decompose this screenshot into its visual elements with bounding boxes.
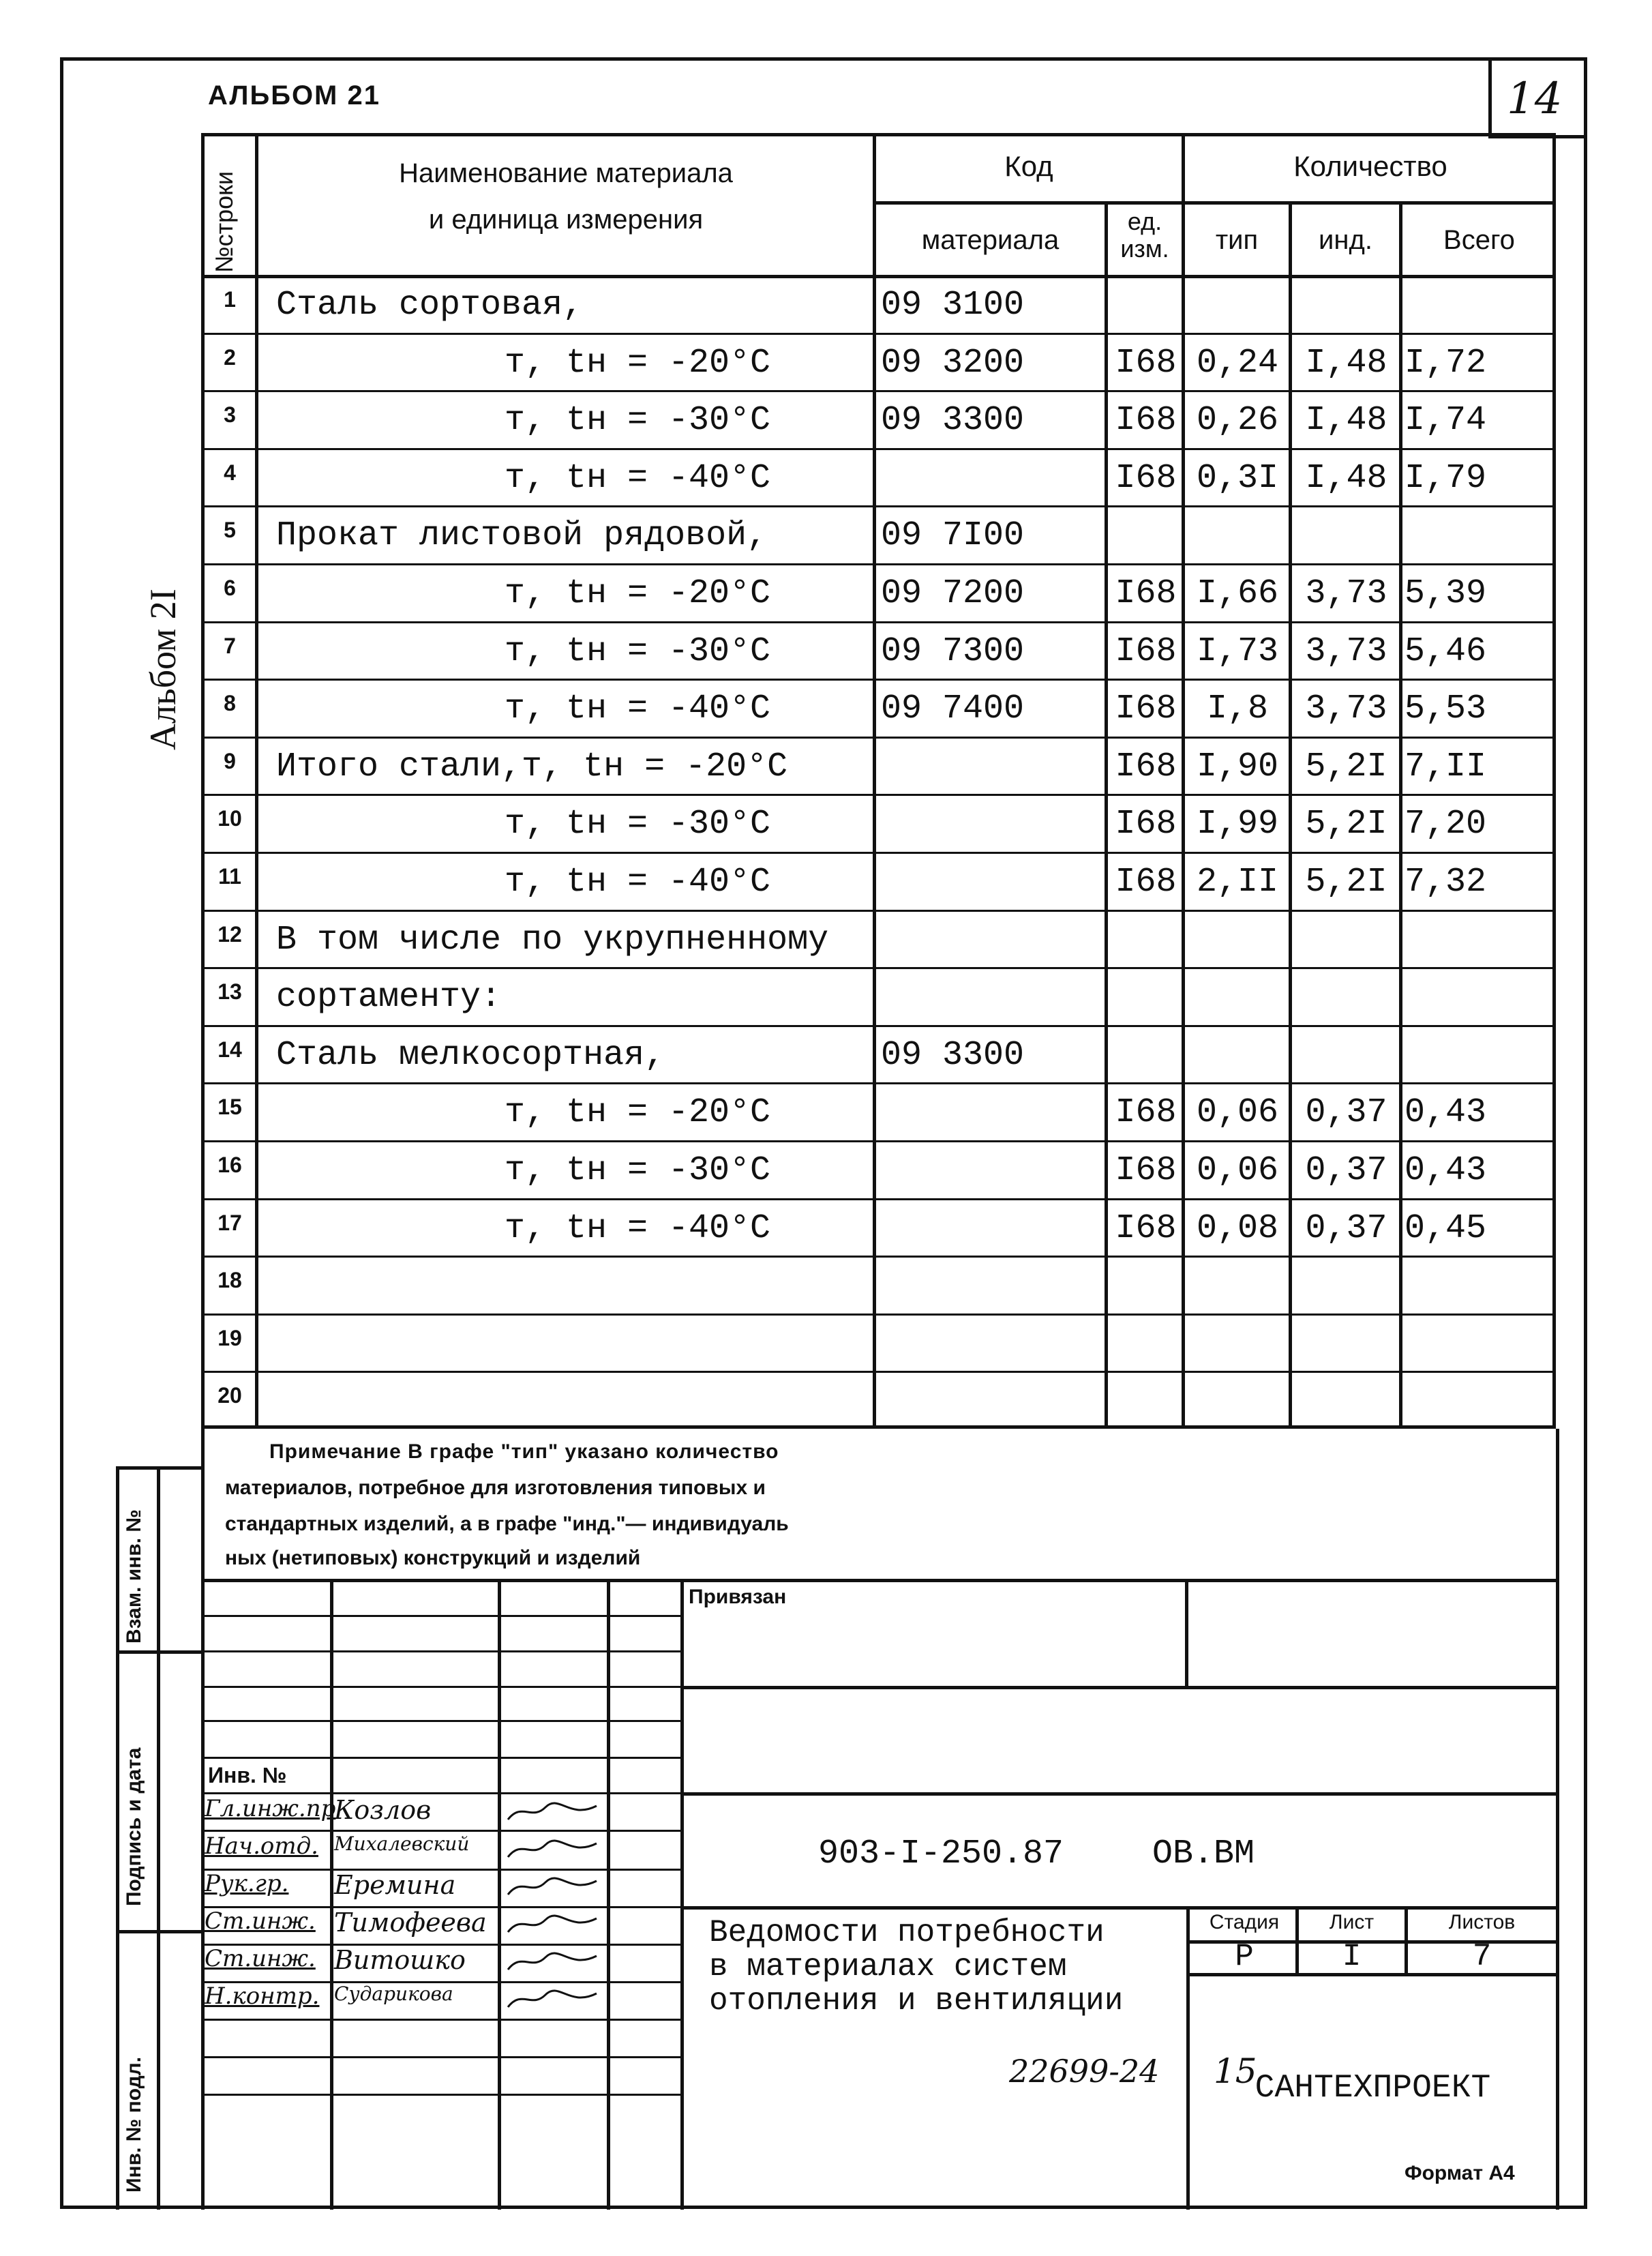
row-name: т, tн = -40°С <box>505 458 771 498</box>
signature-mark <box>505 1875 600 1899</box>
stage-value: Р <box>1235 1939 1254 1974</box>
row-number: 16 <box>217 1153 242 1177</box>
side-inv-podl: Инв. № подл. <box>123 2056 145 2193</box>
row-number: 20 <box>217 1383 242 1408</box>
row-qty-type: I,8 <box>1206 689 1268 729</box>
format-label: Формат А4 <box>1405 2162 1515 2184</box>
row-name: т, tн = -20°С <box>505 574 771 613</box>
row-unit: I68 <box>1115 747 1177 786</box>
header-code: Код <box>1004 150 1053 182</box>
row-qty-total: I,72 <box>1405 343 1487 383</box>
row-number: 13 <box>217 979 242 1005</box>
row-qty-ind: I,48 <box>1305 343 1387 383</box>
row-number: 10 <box>217 806 242 831</box>
row-qty-total: I,79 <box>1405 458 1487 498</box>
signature-mark <box>505 1988 600 2011</box>
row-number: 7 <box>224 633 236 658</box>
header-q-ind: инд. <box>1319 225 1372 255</box>
row-unit: I68 <box>1115 574 1177 613</box>
header-name-line1: Наименование материала <box>399 158 733 188</box>
row-code: 09 3300 <box>881 1035 1025 1075</box>
row-qty-type: 0,3I <box>1196 458 1279 498</box>
row-name: т, tн = -40°С <box>505 863 771 902</box>
row-unit: I68 <box>1115 458 1177 498</box>
row-qty-type: 0,06 <box>1196 1093 1279 1133</box>
privyazan-label: Привязан <box>689 1586 787 1608</box>
row-qty-ind: 5,2I <box>1305 805 1387 844</box>
row-qty-type: 2,II <box>1196 863 1279 902</box>
row-qty-total: 5,46 <box>1405 632 1487 671</box>
sheet-number: 14 <box>1507 74 1563 124</box>
row-code: 09 7300 <box>881 632 1025 671</box>
row-unit: I68 <box>1115 632 1177 671</box>
header-code-material: материала <box>921 225 1060 255</box>
row-code: 09 3100 <box>881 286 1025 325</box>
row-qty-type: 0,26 <box>1196 401 1279 441</box>
row-number: 1 <box>224 287 236 312</box>
row-qty-ind: 5,2I <box>1305 863 1387 902</box>
row-qty-ind: 3,73 <box>1305 632 1387 671</box>
row-unit: I68 <box>1115 343 1177 383</box>
sheet-label: Лист <box>1329 1911 1375 1933</box>
signature-role: Н.контр. <box>205 1983 320 2010</box>
header-q-type: тип <box>1215 225 1259 255</box>
row-qty-ind: 3,73 <box>1305 574 1387 613</box>
footer-page: 15 <box>1214 2051 1257 2091</box>
row-qty-total: I,74 <box>1405 401 1487 441</box>
row-qty-ind: I,48 <box>1305 401 1387 441</box>
header-row-no: №строки <box>210 170 238 273</box>
header-quantity: Количество <box>1293 150 1447 182</box>
header-name-line2: и единица измерения <box>428 205 704 235</box>
row-unit: I68 <box>1115 1093 1177 1133</box>
row-qty-total: 7,20 <box>1405 805 1487 844</box>
row-number: 11 <box>218 864 241 889</box>
row-name: т, tн = -20°С <box>505 343 771 383</box>
row-number: 4 <box>224 460 236 485</box>
row-qty-total: 7,32 <box>1405 863 1487 902</box>
row-qty-type: 0,08 <box>1196 1208 1279 1248</box>
row-qty-total: 0,43 <box>1405 1151 1487 1190</box>
side-album-label: Альбом 2I <box>142 589 183 750</box>
row-name: т, tн = -30°С <box>505 632 771 671</box>
signature-role: Гл.инж.пр <box>205 1795 336 1822</box>
header-code-unit: ед. изм. <box>1120 207 1169 263</box>
side-vzam-inv: Взам. инв. № <box>123 1509 145 1644</box>
row-name: т, tн = -40°С <box>505 1208 771 1248</box>
signature-mark <box>505 1950 600 1974</box>
row-name: Сталь сортовая, <box>276 286 584 325</box>
row-name: Итого стали,т, tн = -20°С <box>276 747 788 786</box>
row-qty-ind: 0,37 <box>1305 1151 1387 1190</box>
row-qty-ind: 0,37 <box>1305 1208 1387 1248</box>
row-code: 09 7200 <box>881 574 1025 613</box>
row-name: Прокат листовой рядовой, <box>276 516 768 556</box>
footer-reference: 22699-24 <box>1009 2053 1160 2090</box>
row-number: 6 <box>224 576 236 600</box>
row-qty-total: 5,53 <box>1405 689 1487 729</box>
note-line4: ных (нетиповых) конструкций и изделий <box>225 1547 641 1569</box>
row-code: 09 3300 <box>881 401 1025 441</box>
row-number: 2 <box>224 344 236 370</box>
row-number: 12 <box>217 921 242 947</box>
header-q-total: Всего <box>1443 225 1515 255</box>
row-code: 09 7I00 <box>881 516 1025 556</box>
signature-role: Ст.инж. <box>205 1908 316 1935</box>
row-number: 3 <box>224 402 236 428</box>
stage-label: Стадия <box>1209 1911 1280 1933</box>
signature-role: Рук.гр. <box>205 1870 289 1897</box>
row-number: 15 <box>217 1095 242 1120</box>
row-name: т, tн = -40°С <box>505 689 771 729</box>
row-name: В том числе по укрупненному <box>276 920 829 960</box>
row-number: 5 <box>224 518 236 543</box>
row-unit: I68 <box>1115 1151 1177 1190</box>
row-name: т, tн = -30°С <box>505 401 771 441</box>
title-line1: Ведомости потребности <box>709 1915 1105 1950</box>
signature-mark <box>505 1838 600 1861</box>
row-qty-ind: 0,37 <box>1305 1093 1387 1133</box>
row-name: т, tн = -30°С <box>505 805 771 844</box>
row-qty-ind: 5,2I <box>1305 747 1387 786</box>
row-qty-total: 5,39 <box>1405 574 1487 613</box>
sheet-value: I <box>1342 1939 1362 1974</box>
album-label: АЛЬБОМ 21 <box>208 80 380 110</box>
row-unit: I68 <box>1115 401 1177 441</box>
row-code: 09 3200 <box>881 343 1025 383</box>
row-name: сортаменту: <box>276 978 502 1018</box>
row-qty-total: 7,II <box>1405 747 1487 786</box>
signature-role: Нач.отд. <box>205 1832 318 1860</box>
row-unit: I68 <box>1115 805 1177 844</box>
row-qty-ind: I,48 <box>1305 458 1387 498</box>
row-number: 17 <box>217 1210 242 1235</box>
signature-name: Еремина <box>334 1870 456 1900</box>
title-line3: отопления и вентиляции <box>709 1983 1124 2019</box>
sheets-label: Листов <box>1448 1911 1516 1933</box>
signature-mark <box>505 1913 600 1936</box>
row-name: т, tн = -30°С <box>505 1151 771 1190</box>
organization-name: САНТЕХПРОЕКТ <box>1255 2070 1491 2107</box>
row-qty-type: 0,06 <box>1196 1151 1279 1190</box>
row-unit: I68 <box>1115 689 1177 729</box>
designation: 903-I-250.87 <box>818 1835 1064 1873</box>
note-line2: материалов, потребное для изготовления типовых и <box>225 1476 766 1499</box>
sheets-value: 7 <box>1472 1939 1492 1974</box>
row-qty-type: I,73 <box>1196 632 1279 671</box>
signature-role: Ст.инж. <box>205 1945 316 1972</box>
signature-name: Сударикова <box>334 1983 453 2005</box>
row-number: 18 <box>217 1268 242 1293</box>
row-number: 14 <box>217 1037 242 1062</box>
row-qty-type: I,99 <box>1196 805 1279 844</box>
row-unit: I68 <box>1115 863 1177 902</box>
row-unit: I68 <box>1115 1208 1177 1248</box>
row-number: 9 <box>224 748 236 773</box>
row-qty-total: 0,45 <box>1405 1208 1487 1248</box>
signature-name: Михалевский <box>334 1832 470 1855</box>
row-name: т, tн = -20°С <box>505 1093 771 1133</box>
signature-name: Козлов <box>334 1795 432 1825</box>
row-code: 09 7400 <box>881 689 1025 729</box>
note-line1: Примечание В графе "тип" указано количество <box>269 1440 779 1463</box>
row-number: 19 <box>217 1325 242 1350</box>
sheet-no-divider <box>1488 57 1492 136</box>
row-qty-type: I,90 <box>1196 747 1279 786</box>
row-name: Сталь мелкосортная, <box>276 1035 665 1075</box>
side-podpis-data: Подпись и дата <box>123 1747 145 1906</box>
row-qty-type: 0,24 <box>1196 343 1279 383</box>
row-qty-ind: 3,73 <box>1305 689 1387 729</box>
row-qty-total: 0,43 <box>1405 1093 1487 1133</box>
row-number: 8 <box>224 691 236 716</box>
signature-mark <box>505 1800 600 1824</box>
signature-name: Витошко <box>334 1945 466 1975</box>
row-qty-type: I,66 <box>1196 574 1279 613</box>
inv-no-label: Инв. № <box>208 1763 287 1787</box>
signature-name: Тимофеева <box>334 1908 487 1938</box>
note-line3: стандартных изделий, а в графе "инд."— индивидуаль <box>225 1513 789 1535</box>
title-line2: в материалах систем <box>709 1949 1067 1985</box>
document-mark: ОВ.ВМ <box>1152 1835 1255 1873</box>
